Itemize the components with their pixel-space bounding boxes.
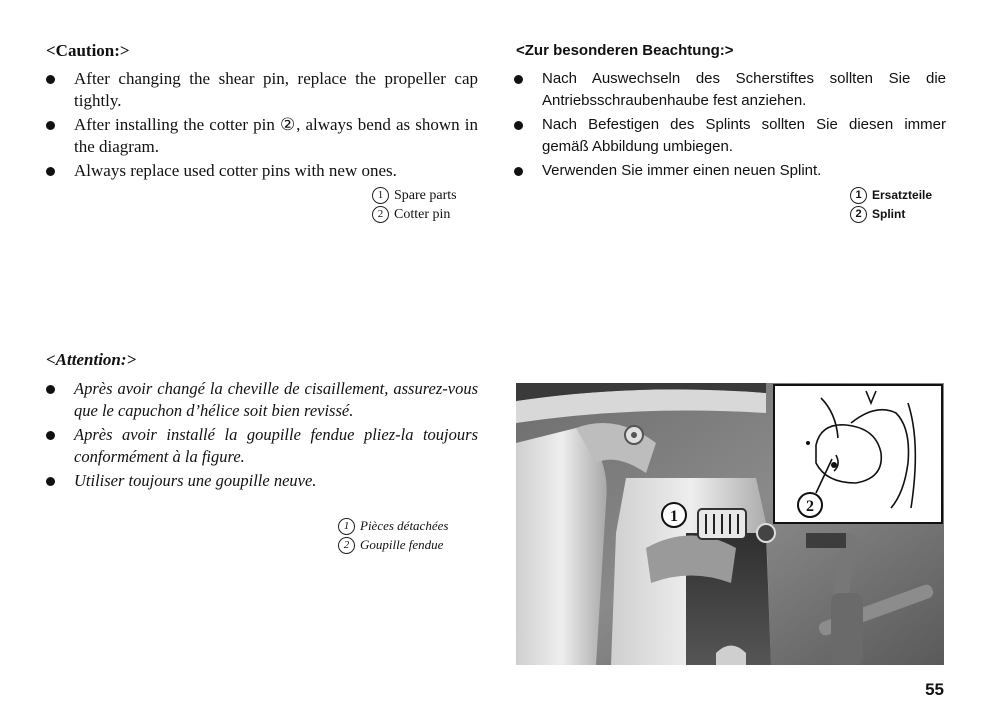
list-item: Nach Befestigen des Splints sollten Sie diesen immer gemäß Abbildung umbiegen. bbox=[512, 114, 946, 158]
callout-number: 1 bbox=[372, 187, 389, 204]
legend-item: 1 Ersatzteile bbox=[850, 186, 932, 205]
bullet-icon bbox=[514, 121, 523, 130]
bullet-icon bbox=[46, 431, 55, 440]
french-heading: <Attention:> bbox=[46, 350, 137, 369]
callout-number: 2 bbox=[338, 537, 355, 554]
bullet-icon bbox=[514, 75, 523, 84]
bullet-icon bbox=[46, 167, 55, 176]
page-number: 55 bbox=[925, 680, 944, 699]
list-item: Après avoir changé la cheville de cisaillement, assurez-vous que le capuchon d’hélice soit bien revissé. bbox=[44, 378, 478, 422]
german-bullets bbox=[512, 68, 946, 184]
legend-item: 2 Cotter pin bbox=[372, 205, 457, 224]
bullet-icon bbox=[46, 75, 55, 84]
list-item: After changing the shear pin, replace the propeller cap tightly. bbox=[44, 68, 478, 112]
german-heading: <Zur besonderen Beachtung:> bbox=[516, 42, 734, 59]
french-legend bbox=[338, 516, 448, 554]
german-legend bbox=[850, 186, 932, 224]
callout-number: 2 bbox=[372, 206, 389, 223]
bullet-icon bbox=[46, 477, 55, 486]
bullet-icon bbox=[46, 385, 55, 394]
list-item: Après avoir installé la goupille fendue pliez-la toujours conformément à la figure. bbox=[44, 424, 478, 468]
legend-item: 1 Spare parts bbox=[372, 186, 457, 205]
french-bullets bbox=[44, 378, 478, 494]
callout-2-label: 2 bbox=[806, 498, 814, 515]
list-item: Always replace used cotter pins with new ones. bbox=[44, 160, 478, 182]
bullet-icon bbox=[46, 121, 55, 130]
list-item: Nach Auswechseln des Scherstiftes sollten Sie die Antriebsschraubenhaube fest anziehen. bbox=[512, 68, 946, 112]
list-item: After installing the cotter pin ②, always bend as shown in the diagram. bbox=[44, 114, 478, 158]
legend-item: 1 Pièces détachées bbox=[338, 516, 448, 535]
list-item: Verwenden Sie immer einen neuen Splint. bbox=[512, 160, 946, 182]
callout-number: 1 bbox=[338, 518, 355, 535]
list-item: Utiliser toujours une goupille neuve. bbox=[44, 470, 478, 492]
english-bullets bbox=[44, 68, 478, 184]
engine-photo-illustration bbox=[516, 383, 944, 665]
bullet-icon bbox=[514, 167, 523, 176]
legend-item: 2 Goupille fendue bbox=[338, 535, 448, 554]
english-legend bbox=[372, 186, 457, 224]
legend-item: 2 Splint bbox=[850, 205, 932, 224]
engine-photo bbox=[516, 383, 944, 665]
callout-1-label: 1 bbox=[670, 508, 678, 525]
callout-number: 2 bbox=[850, 206, 867, 223]
callout-number: 1 bbox=[850, 187, 867, 204]
english-heading: <Caution:> bbox=[46, 41, 130, 60]
